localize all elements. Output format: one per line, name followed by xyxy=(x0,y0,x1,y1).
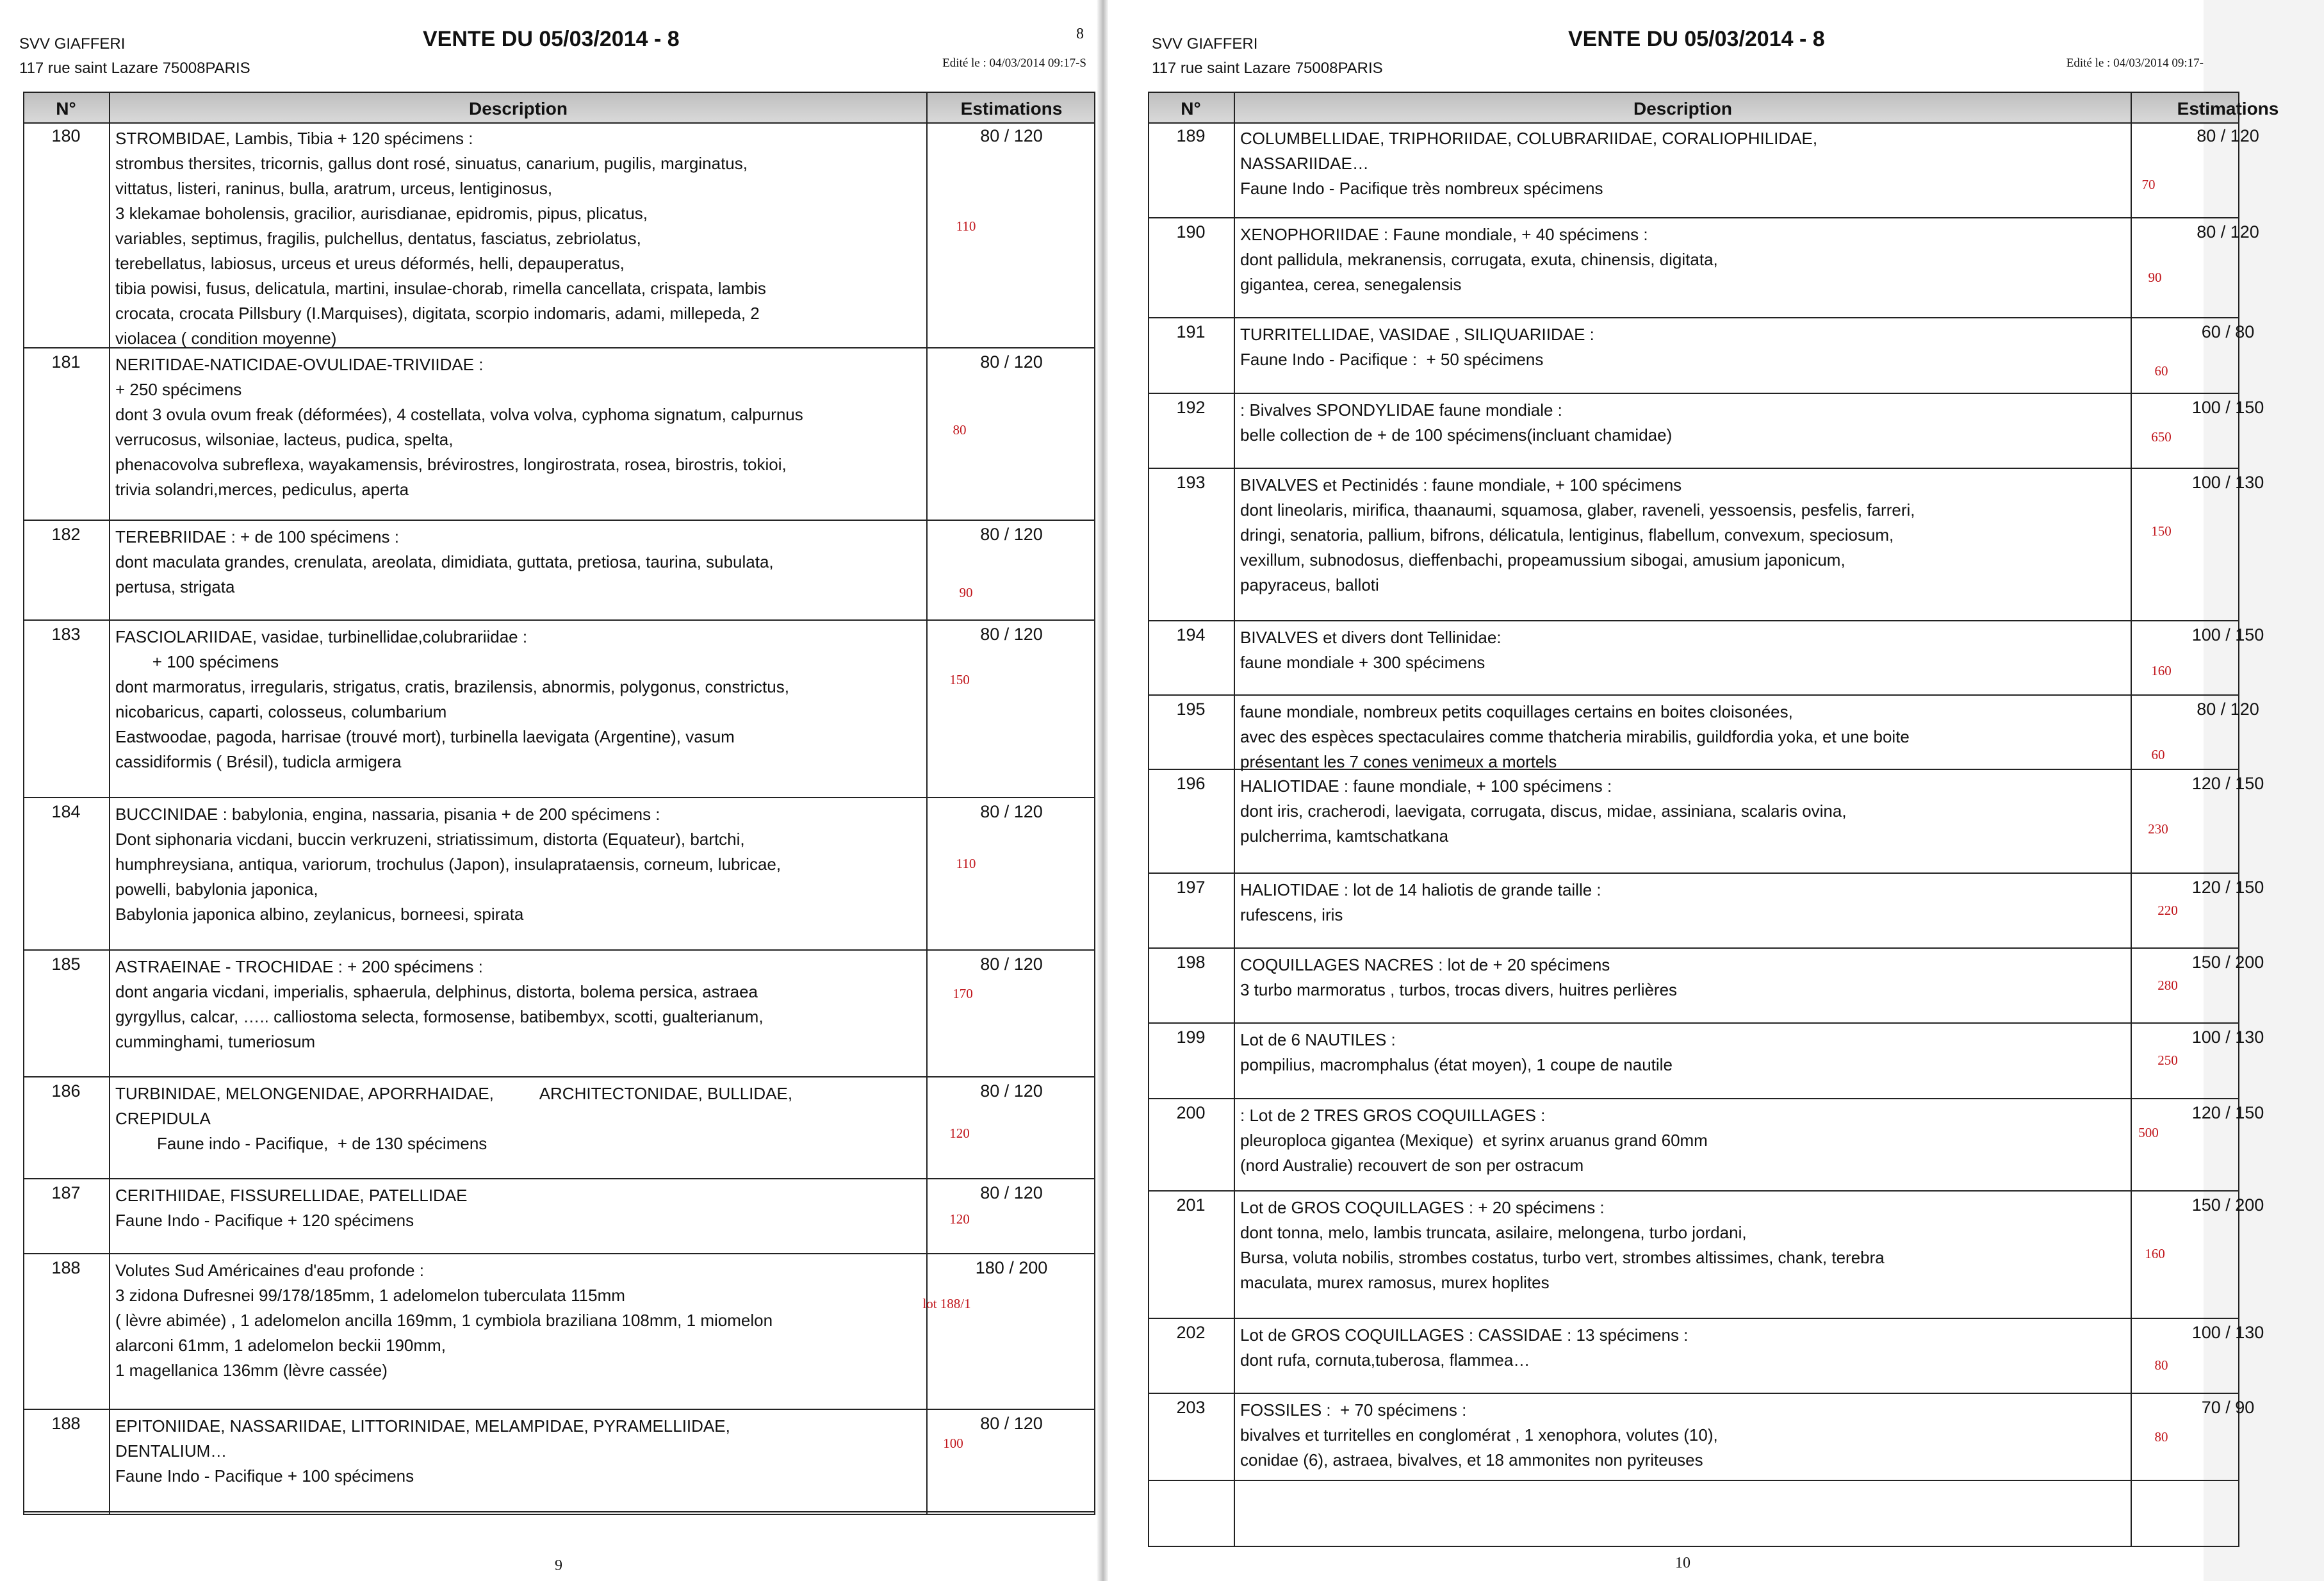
description-line: FASCIOLARIIDAE, vasidae, turbinellidae,colubrariidae : xyxy=(115,627,528,646)
description-line: XENOPHORIIDAE : Faune mondiale, + 40 spécimens : xyxy=(1240,225,1648,244)
description-line: BIVALVES et divers dont Tellinidae: xyxy=(1240,628,1502,647)
lot-row xyxy=(1149,874,2264,949)
lot-estimate: 120 / 150 xyxy=(2191,774,2264,793)
description-line: : Bivalves SPONDYLIDAE faune mondiale : xyxy=(1240,400,1562,420)
hammer-price-annotation: 70 xyxy=(2141,177,2156,192)
description-line: papyraceus, balloti xyxy=(1240,575,1379,594)
lot-row xyxy=(1149,1192,2264,1319)
description-line: dont 3 ovula ovum freak (déformées), 4 costellata, volva volva, cyphoma signatum, calpurnus xyxy=(115,405,803,424)
description-line: ASTRAEINAE - TROCHIDAE : + 200 spécimens : xyxy=(115,957,483,976)
lot-description xyxy=(115,525,774,600)
lot-estimate: 80 / 120 xyxy=(2197,700,2259,719)
lot-row xyxy=(24,521,1094,621)
description-line: dont rufa, cornuta,tuberosa, flammea… xyxy=(1240,1350,1530,1370)
lot-estimate: 80 / 120 xyxy=(980,525,1043,544)
description-line: strombus thersites, tricornis, gallus dont rosé, sinuatus, canarium, pugilis, marginatus, xyxy=(115,154,748,173)
lot-row xyxy=(1149,1394,2255,1481)
description-line: dont angaria vicdani, imperialis, sphaerula, delphinus, distorta, bolema persica, astraea xyxy=(115,982,758,1001)
description-line: vittatus, listeri, raninus, bulla, aratrum, urceus, lentiginosus, xyxy=(115,179,553,198)
description-line: STROMBIDAE, Lambis, Tibia + 120 spécimens : xyxy=(115,129,473,148)
column-header-description: Description xyxy=(1633,99,1733,119)
lot-description xyxy=(1240,774,1847,849)
lots-table xyxy=(1148,92,2279,1547)
description-line: verrucosus, wilsoniae, lacteus, pudica, spelta, xyxy=(115,430,454,449)
lot-number: 196 xyxy=(1176,774,1206,793)
lot-estimate: 100 / 150 xyxy=(2191,625,2264,644)
hammer-price-annotation: 280 xyxy=(2157,978,2178,993)
lot-description xyxy=(1240,322,1594,372)
lot-description xyxy=(1240,1195,1885,1295)
lot-number: 192 xyxy=(1176,398,1206,417)
lot-row xyxy=(24,1077,1094,1179)
lot-estimate: 80 / 120 xyxy=(980,1081,1043,1101)
description-line: FOSSILES : + 70 spécimens : xyxy=(1240,1400,1467,1420)
column-header-no: N° xyxy=(56,99,76,119)
hammer-price-annotation: 120 xyxy=(949,1126,970,1141)
lot-row xyxy=(1149,1319,2264,1394)
lot-number: 186 xyxy=(51,1081,81,1101)
lot-number: 190 xyxy=(1176,222,1206,242)
description-line: EPITONIIDAE, NASSARIIDAE, LITTORINIDAE, MELAMPIDAE, PYRAMELLIIDAE, xyxy=(115,1416,730,1436)
lot-row xyxy=(1149,1024,2264,1099)
description-line: TURRITELLIDAE, VASIDAE , SILIQUARIIDAE : xyxy=(1240,325,1594,344)
description-line: CREPIDULA xyxy=(115,1109,211,1128)
edited-date: Edité le : 04/03/2014 09:17- xyxy=(2066,56,2204,70)
auction-house-name: SVV GIAFFERI xyxy=(1152,35,1258,53)
description-line: violacea ( condition moyenne) xyxy=(115,329,337,348)
hammer-price-annotation: 160 xyxy=(2145,1246,2165,1261)
description-line: trivia solandri,merces, pediculus, aperta xyxy=(115,480,409,499)
lot-estimate: 80 / 120 xyxy=(2197,126,2259,145)
description-line: : Lot de 2 TRES GROS COQUILLAGES : xyxy=(1240,1106,1546,1125)
lot-description xyxy=(1240,878,1601,928)
description-line: belle collection de + de 100 spécimens(incluant chamidae) xyxy=(1240,425,1673,445)
auction-house-name: SVV GIAFFERI xyxy=(19,35,126,53)
table-header xyxy=(24,93,1094,124)
top-page-number: 8 xyxy=(1076,26,1084,42)
description-line: Faune Indo - Pacifique + 100 spécimens xyxy=(115,1466,414,1486)
hammer-price-annotation: 160 xyxy=(2151,663,2172,678)
lot-number: 189 xyxy=(1176,126,1206,145)
hammer-price-annotation: 120 xyxy=(949,1211,970,1227)
description-line: COLUMBELLIDAE, TRIPHORIIDAE, COLUBRARIIDAE, CORALIOPHILIDAE, xyxy=(1240,129,1818,148)
description-line: tibia powisi, fusus, delicatula, martini, insulae-chorab, rimella cancellata, crispata, lambis xyxy=(115,279,766,298)
description-line: BIVALVES et Pectinidés : faune mondiale, + 100 spécimens xyxy=(1240,475,1682,495)
description-line: 3 turbo marmoratus , turbos, trocas divers, huitres perlières xyxy=(1240,980,1678,999)
description-line: NERITIDAE-NATICIDAE-OVULIDAE-TRIVIIDAE : xyxy=(115,355,484,374)
description-line: CERITHIIDAE, FISSURELLIDAE, PATELLIDAE xyxy=(115,1186,468,1205)
description-line: Babylonia japonica albino, zeylanicus, borneesi, spirata xyxy=(115,905,524,924)
description-line: cassidiformis ( Brésil), tudicla armigera xyxy=(115,752,402,771)
page-number: 10 xyxy=(1675,1555,1690,1571)
lot-estimate: 180 / 200 xyxy=(975,1258,1048,1277)
description-line: TEREBRIIDAE : + de 100 spécimens : xyxy=(115,527,399,546)
description-line: + 250 spécimens xyxy=(115,380,242,399)
auction-house-block xyxy=(1152,32,1383,81)
description-line: gyrgyllus, calcar, ….. calliostoma selecta, formosense, batibembyx, scotti, gualterianum, xyxy=(115,1007,764,1026)
lot-number: 185 xyxy=(51,954,81,974)
lot-number: 195 xyxy=(1176,700,1206,719)
description-line: TURBINIDAE, MELONGENIDAE, APORRHAIDAE, ARCHITECTONIDAE, BULLIDAE, xyxy=(115,1084,793,1103)
description-line: maculata, murex ramosus, murex hoplites xyxy=(1240,1273,1550,1292)
description-line: HALIOTIDAE : lot de 14 haliotis de grande taille : xyxy=(1240,880,1601,899)
lot-estimate: 150 / 200 xyxy=(2191,953,2264,972)
edited-date: Edité le : 04/03/2014 09:17-S xyxy=(942,56,1086,70)
description-line: bivalves et turritelles en conglomérat , 1 xenophora, volutes (10), xyxy=(1240,1425,1718,1445)
lot-number: 193 xyxy=(1176,473,1206,492)
sale-title: VENTE DU 05/03/2014 - 8 xyxy=(423,27,680,51)
description-line: Lot de GROS COQUILLAGES : + 20 spécimens : xyxy=(1240,1198,1605,1217)
description-line: dont tonna, melo, lambis truncata, asilaire, melongena, turbo jordani, xyxy=(1240,1223,1747,1242)
description-line: humphreysiana, antiqua, variorum, trochulus (Japon), insulaprataensis, corneum, lubricae, xyxy=(115,855,781,874)
description-line: Lot de 6 NAUTILES : xyxy=(1240,1030,1396,1049)
binding-gutter xyxy=(1097,0,1108,1581)
hammer-price-annotation: 150 xyxy=(949,672,970,687)
lot-estimate: 80 / 120 xyxy=(980,126,1043,145)
lots-table xyxy=(23,92,1095,1515)
lot-row xyxy=(1149,394,2264,469)
description-line: crocata, crocata Pillsbury (I.Marquises), digitata, scorpio indomaris, adami, millepeda, 2 xyxy=(115,304,760,323)
lot-description xyxy=(115,625,789,774)
lot-row xyxy=(1149,1099,2264,1192)
hammer-price-annotation: 60 xyxy=(2154,363,2168,379)
description-line: terebellatus, labiosus, urceus et ureus déformés, helli, depauperatus, xyxy=(115,254,625,273)
description-line: rufescens, iris xyxy=(1240,905,1343,924)
description-line: conidae (6), astraea, bivalves, et 18 ammonites non pyriteuses xyxy=(1240,1450,1703,1470)
description-line: DENTALIUM… xyxy=(115,1441,227,1461)
hammer-price-annotation: 110 xyxy=(956,856,976,871)
lot-description xyxy=(115,352,803,502)
table-header xyxy=(1149,93,2279,124)
hammer-price-annotation: 230 xyxy=(2148,821,2168,837)
lot-row xyxy=(24,122,1094,348)
description-line: 3 klekamae boholensis, gracilior, aurisdianae, epidromis, pipus, plicatus, xyxy=(115,204,648,223)
auction-house-block xyxy=(19,32,250,81)
description-line: HALIOTIDAE : faune mondiale, + 100 spécimens : xyxy=(1240,776,1612,796)
hammer-price-annotation: 650 xyxy=(2151,429,2172,445)
description-line: phenacovolva subreflexa, wayakamensis, brévirostres, longirostrata, rosea, birostris, tokioi, xyxy=(115,455,787,474)
description-line: 3 zidona Dufresnei 99/178/185mm, 1 adelomelon tuberculata 115mm xyxy=(115,1286,625,1305)
description-line: nicobaricus, caparti, colosseus, columbarium xyxy=(115,702,447,721)
description-line: dont maculata grandes, crenulata, areolata, dimidiata, guttata, pretiosa, taurina, subulata, xyxy=(115,552,774,571)
lot-estimate: 80 / 120 xyxy=(2197,222,2259,242)
description-line: + 100 spécimens xyxy=(115,652,279,671)
description-line: dont lineolaris, mirifica, thaanaumi, squamosa, glaber, raveneli, yessoensis, pesfelis, farreri, xyxy=(1240,500,1915,520)
description-line: BUCCINIDAE : babylonia, engina, nassaria, pisania + de 200 spécimens : xyxy=(115,805,660,824)
description-line: pulcherrima, kamtschatkana xyxy=(1240,826,1449,846)
hammer-price-annotation: 80 xyxy=(953,422,967,438)
lot-estimate: 150 / 200 xyxy=(2191,1195,2264,1215)
lot-description xyxy=(115,1183,468,1233)
lot-description xyxy=(1240,953,1677,1003)
description-line: dringi, senatoria, pallium, bifrons, délicatula, lentiginus, flabellum, convexum, speciosum, xyxy=(1240,525,1894,545)
lot-estimate: 80 / 120 xyxy=(980,1414,1043,1433)
lot-row xyxy=(24,621,1094,798)
description-line: COQUILLAGES NACRES : lot de + 20 spécimens xyxy=(1240,955,1610,974)
description-line: ( lèvre abimée) , 1 adelomelon ancilla 169mm, 1 cymbiola braziliana 108mm, 1 miomelon xyxy=(115,1311,773,1330)
description-line: Volutes Sud Américaines d'eau profonde : xyxy=(115,1261,424,1280)
lot-row xyxy=(24,798,1094,951)
description-line: variables, septimus, fragilis, pulchellus, dentatus, fasciatus, zebriolatus, xyxy=(115,229,641,248)
lot-number: 197 xyxy=(1176,878,1206,897)
lot-number: 200 xyxy=(1176,1103,1206,1122)
page-number: 9 xyxy=(555,1557,562,1574)
lot-description xyxy=(1240,398,1672,448)
lot-row xyxy=(1149,122,2259,218)
description-line: avec des espèces spectaculaires comme thatcheria mirabilis, guildfordia yoka, et une boite xyxy=(1240,727,1910,746)
lot-estimate: 120 / 150 xyxy=(2191,1103,2264,1122)
lot-row xyxy=(24,348,1094,521)
description-line: 1 magellanica 136mm (lèvre cassée) xyxy=(115,1361,388,1380)
description-line: faune mondiale, nombreux petits coquillages certains en boites cloisonées, xyxy=(1240,702,1793,721)
column-header-no: N° xyxy=(1181,99,1201,119)
description-line: dont marmoratus, irregularis, strigatus, cratis, brazilensis, abnormis, polygonus, constrictus, xyxy=(115,677,789,696)
lot-number: 201 xyxy=(1176,1195,1206,1215)
description-line: dont iris, cracherodi, laevigata, corrugata, discus, midae, assiniana, scalaris ovina, xyxy=(1240,801,1847,821)
hammer-price-annotation: 60 xyxy=(2151,747,2165,762)
hammer-price-annotation: 170 xyxy=(953,986,973,1001)
lot-row xyxy=(1149,318,2255,394)
description-line: Lot de GROS COQUILLAGES : CASSIDAE : 13 spécimens : xyxy=(1240,1325,1689,1345)
lot-number: 194 xyxy=(1176,625,1206,644)
page-header xyxy=(19,26,1089,90)
lot-description xyxy=(1240,222,1718,297)
lot-number: 203 xyxy=(1176,1398,1206,1417)
lot-estimate: 100 / 130 xyxy=(2191,1028,2264,1047)
lot-number: 181 xyxy=(51,352,81,372)
description-line: présentant les 7 cones venimeux a mortels xyxy=(1240,752,1557,771)
lot-row xyxy=(1149,469,2264,621)
hammer-price-annotation: 110 xyxy=(956,218,976,234)
lot-description xyxy=(115,126,766,351)
lot-number: 188 xyxy=(51,1258,81,1277)
lot-estimate: 80 / 120 xyxy=(980,954,1043,974)
hammer-price-annotation: 90 xyxy=(2148,270,2162,285)
lot-description xyxy=(1240,1398,1718,1473)
lot-row xyxy=(24,1179,1094,1254)
lot-row xyxy=(1149,696,2259,771)
lot-number: 180 xyxy=(51,126,81,145)
lot-description xyxy=(115,1081,792,1156)
lot-description xyxy=(115,1258,773,1383)
description-line: Faune Indo - Pacifique + 120 spécimens xyxy=(115,1211,414,1230)
lot-description xyxy=(115,1414,730,1489)
description-line: Eastwoodae, pagoda, harrisae (trouvé mort), turbinella laevigata (Argentine), vasum xyxy=(115,727,735,746)
hammer-price-annotation: 80 xyxy=(2154,1357,2168,1373)
lot-row xyxy=(1149,770,2264,874)
page-header xyxy=(1152,26,2204,90)
column-header-estimate: Estimations xyxy=(2177,99,2279,119)
lot-number: 188 xyxy=(51,1414,81,1433)
description-line: NASSARIIDAE… xyxy=(1240,154,1369,173)
lot-description xyxy=(1240,1028,1673,1077)
lot-number: 198 xyxy=(1176,953,1206,972)
sale-title: VENTE DU 05/03/2014 - 8 xyxy=(1568,27,1825,51)
description-line: cumminghami, tumeriosum xyxy=(115,1032,316,1051)
description-line: dont pallidula, mekranensis, corrugata, exuta, chinensis, digitata, xyxy=(1240,250,1718,269)
lot-description xyxy=(1240,1323,1688,1373)
catalogue-page-left xyxy=(0,0,1102,1581)
lot-number: 199 xyxy=(1176,1028,1206,1047)
lot-estimate: 80 / 120 xyxy=(980,1183,1043,1202)
description-line: Faune indo - Pacifique, + de 130 spécimens xyxy=(115,1134,487,1153)
description-line: Dont siphonaria vicdani, buccin verkruzeni, striatissimum, distorta (Equateur), bartchi, xyxy=(115,830,745,849)
lot-estimate: 120 / 150 xyxy=(2191,878,2264,897)
description-line: powelli, babylonia japonica, xyxy=(115,880,318,899)
auction-house-address: 117 rue saint Lazare 75008PARIS xyxy=(1152,60,1383,77)
hammer-price-annotation: 150 xyxy=(2151,523,2172,539)
lot-row xyxy=(24,1410,1094,1512)
description-line: Faune Indo - Pacifique très nombreux spécimens xyxy=(1240,179,1603,198)
lot-number: 202 xyxy=(1176,1323,1206,1342)
hammer-price-annotation: 500 xyxy=(2138,1125,2159,1140)
lot-estimate: 70 / 90 xyxy=(2201,1398,2255,1417)
column-header-description: Description xyxy=(468,99,568,119)
lot-row xyxy=(1149,621,2264,696)
lot-description xyxy=(115,954,764,1054)
lot-row xyxy=(24,1254,1094,1410)
lot-number: 184 xyxy=(51,802,81,821)
lot-estimate: 80 / 120 xyxy=(980,625,1043,644)
lot-description xyxy=(1240,625,1502,675)
lot-description xyxy=(1240,473,1915,598)
description-line: (nord Australie) recouvert de son per ostracum xyxy=(1240,1156,1584,1175)
lot-number: 183 xyxy=(51,625,81,644)
catalogue-page-right xyxy=(1102,0,2279,1581)
lot-estimate: 80 / 120 xyxy=(980,352,1043,372)
auction-house-address: 117 rue saint Lazare 75008PARIS xyxy=(19,60,250,77)
description-line: vexillum, subnodosus, dieffenbachi, propeamussium sibogai, amusium japonicum, xyxy=(1240,550,1845,569)
lot-estimate: 80 / 120 xyxy=(980,802,1043,821)
hammer-price-annotation: 80 xyxy=(2154,1429,2168,1445)
hammer-price-annotation: 90 xyxy=(959,585,973,600)
hammer-price-annotation: lot 188/1 xyxy=(922,1296,971,1311)
hammer-price-annotation: 220 xyxy=(2157,903,2178,918)
lot-row xyxy=(1149,218,2259,318)
description-line: pompilius, macromphalus (état moyen), 1 coupe de nautile xyxy=(1240,1055,1673,1074)
lot-number: 191 xyxy=(1176,322,1206,341)
hammer-price-annotation: 250 xyxy=(2157,1053,2178,1068)
description-line: gigantea, cerea, senegalensis xyxy=(1240,275,1462,294)
description-line: pertusa, strigata xyxy=(115,577,235,596)
description-line: pleuroploca gigantea (Mexique) et syrinx aruanus grand 60mm xyxy=(1240,1131,1708,1150)
lot-row xyxy=(1149,949,2264,1024)
description-line: faune mondiale + 300 spécimens xyxy=(1240,653,1485,672)
lot-description xyxy=(1240,700,1910,774)
lot-number: 187 xyxy=(51,1183,81,1202)
description-line: Faune Indo - Pacifique : + 50 spécimens xyxy=(1240,350,1544,369)
lot-number: 182 xyxy=(51,525,81,544)
lot-row xyxy=(24,951,1094,1077)
lot-estimate: 100 / 130 xyxy=(2191,1323,2264,1342)
description-line: alarconi 61mm, 1 adelomelon beckii 190mm, xyxy=(115,1336,446,1355)
description-line: Bursa, voluta nobilis, strombes costatus, turbo vert, strombes altissimes, chank, terebra xyxy=(1240,1248,1885,1267)
hammer-price-annotation: 100 xyxy=(943,1436,963,1451)
lot-estimate: 60 / 80 xyxy=(2201,322,2255,341)
column-header-estimate: Estimations xyxy=(960,99,1063,119)
lot-estimate: 100 / 130 xyxy=(2191,473,2264,492)
lot-description xyxy=(115,802,781,927)
lot-description xyxy=(1240,126,1817,201)
lot-estimate: 100 / 150 xyxy=(2191,398,2264,417)
lot-description xyxy=(1240,1103,1708,1178)
